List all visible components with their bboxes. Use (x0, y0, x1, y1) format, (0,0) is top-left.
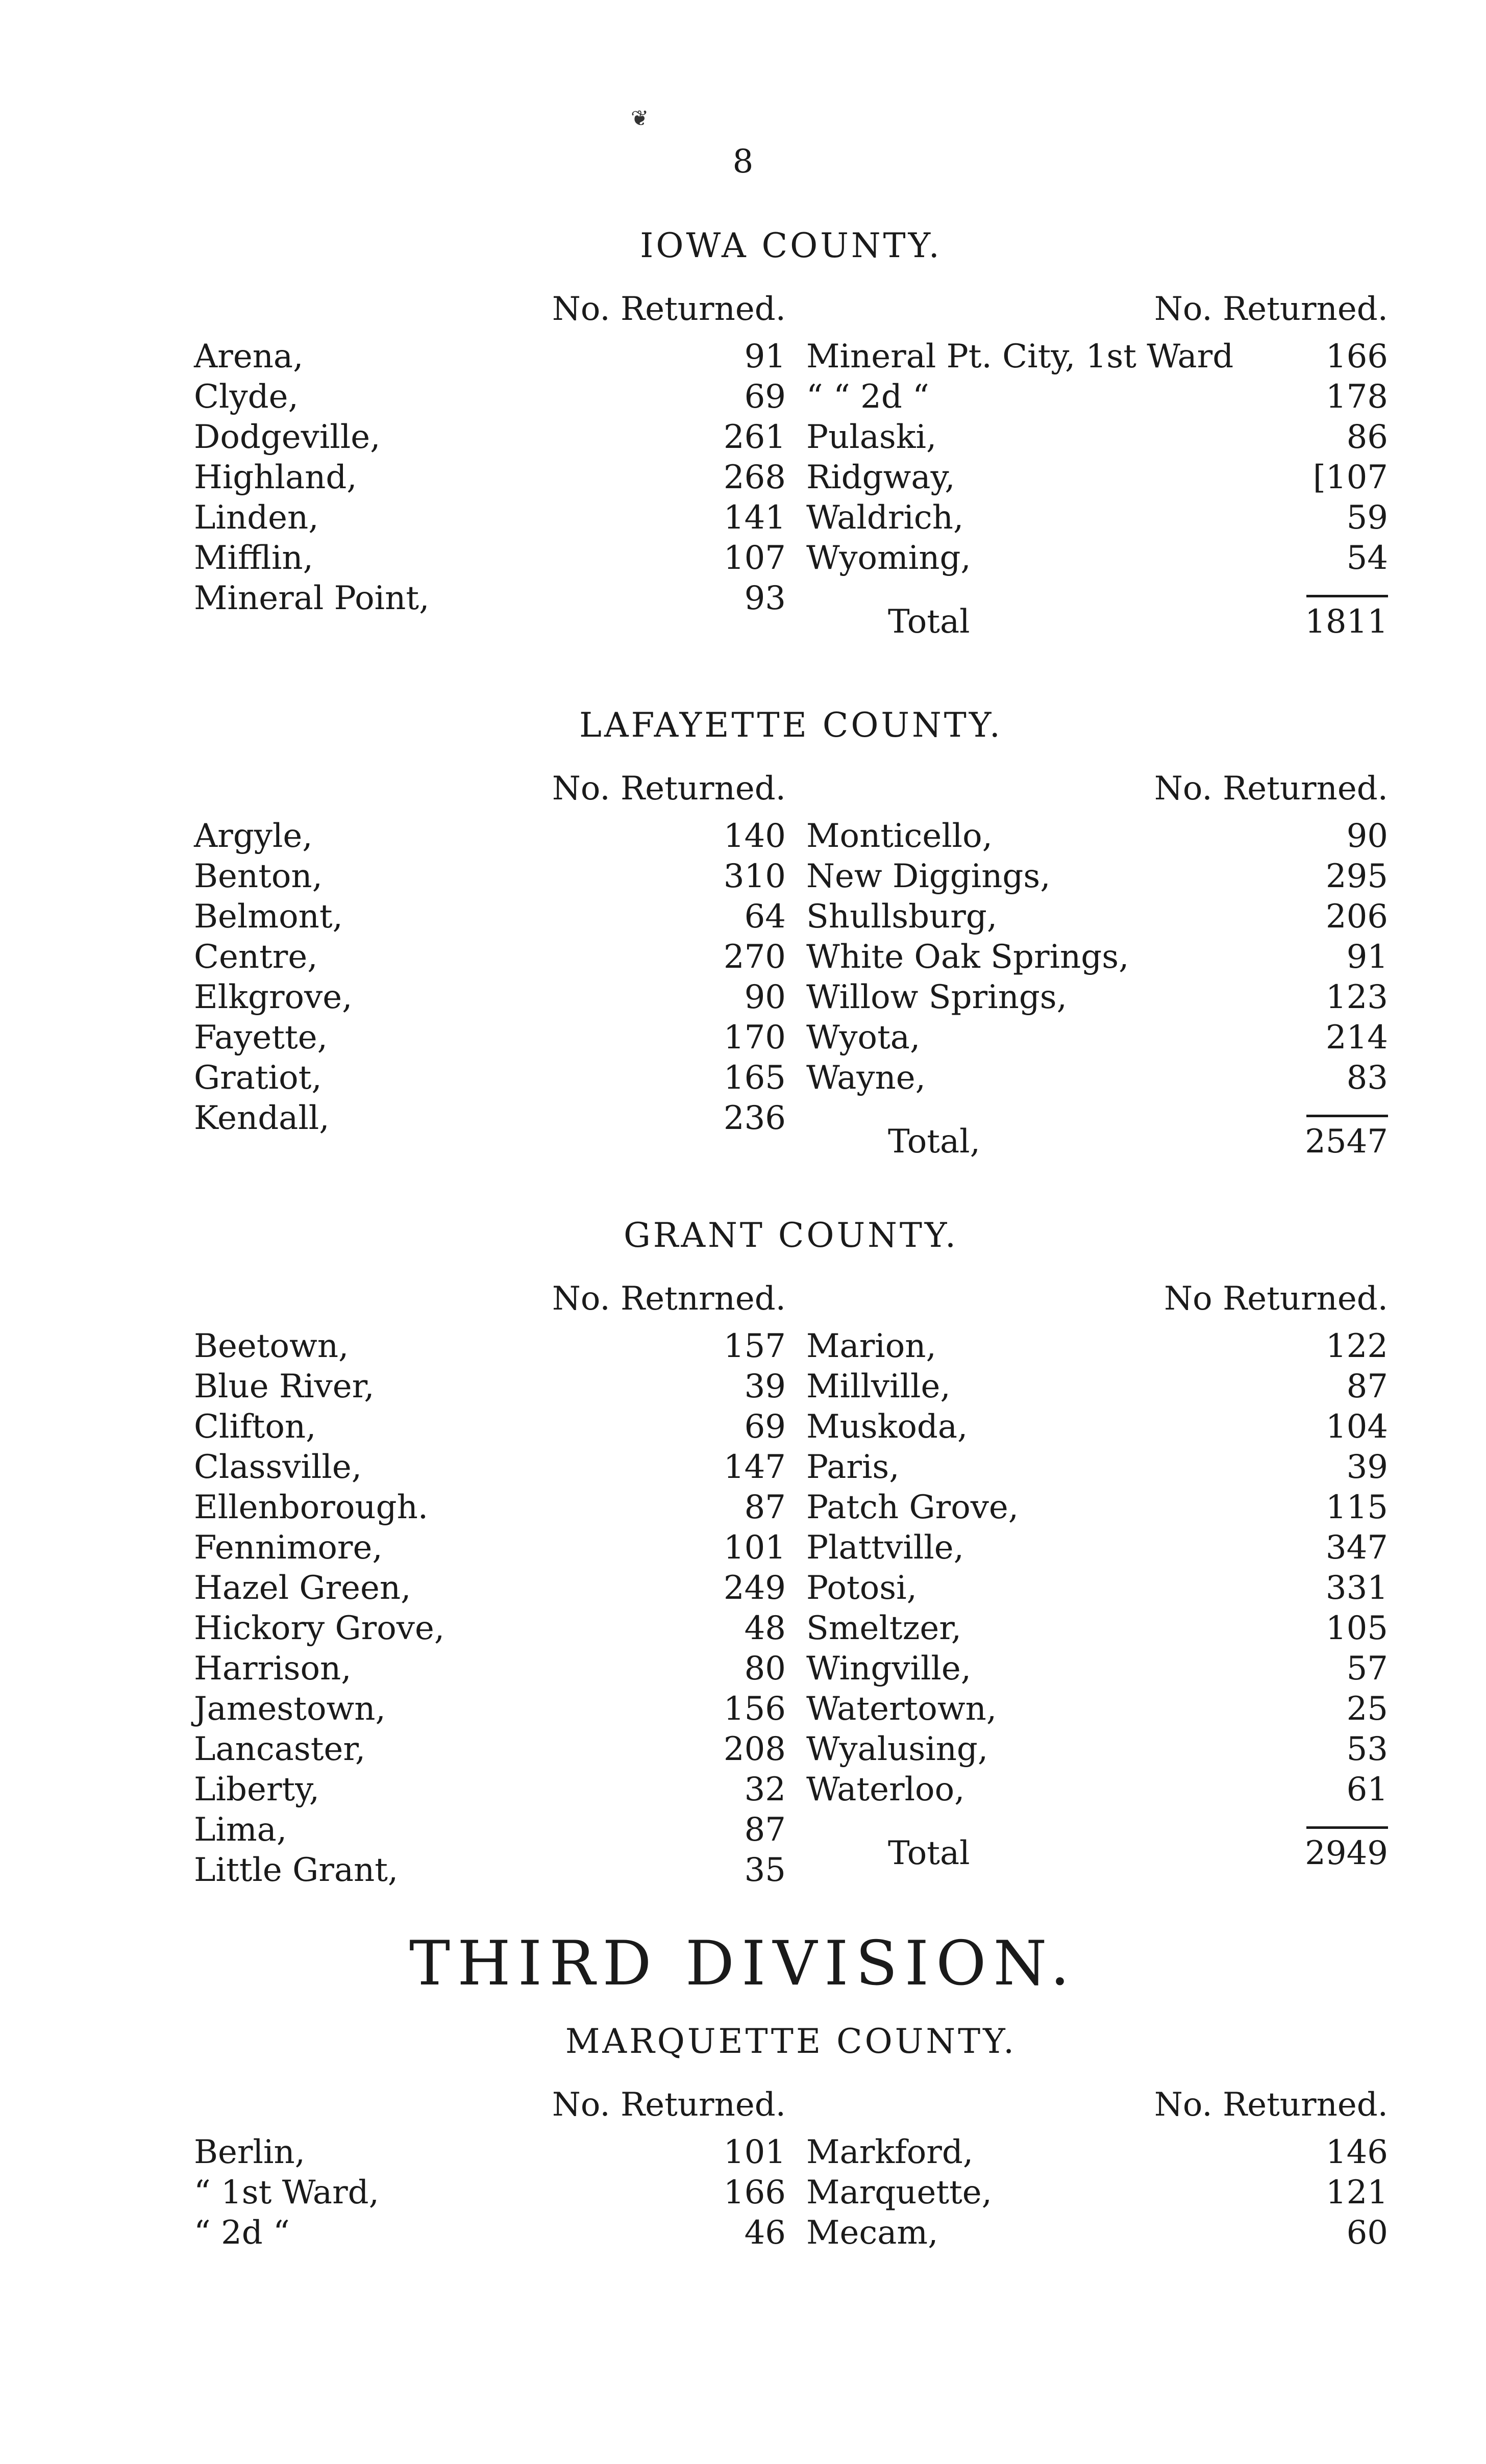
place-name: Clyde, (194, 378, 299, 416)
table-row (194, 937, 786, 977)
place-name: Dodgeville, (194, 418, 381, 456)
place-name: Fayette, (194, 1019, 328, 1057)
returned-count: 140 (723, 817, 786, 855)
returned-count: 206 (1325, 898, 1388, 936)
table-row (806, 538, 1388, 579)
row-list (194, 337, 786, 619)
place-name: Markford, (806, 2133, 974, 2171)
table-row (194, 1568, 786, 1608)
row-list (194, 1326, 786, 1891)
total-label: Total (888, 1834, 970, 1872)
row-list (194, 2132, 786, 2253)
returned-count: 122 (1325, 1327, 1388, 1365)
place-name: Clifton, (194, 1408, 316, 1446)
returned-count: 39 (1346, 1448, 1388, 1486)
place-name: Muskoda, (806, 1408, 968, 1446)
county-title: MARQUETTE COUNTY. (565, 2022, 1017, 2061)
right-column (806, 768, 1388, 1162)
row-list (806, 337, 1388, 579)
place-name: Willow Springs, (806, 978, 1067, 1016)
table-row (194, 1367, 786, 1407)
place-name: Centre, (194, 938, 318, 976)
returned-count: 270 (723, 938, 786, 976)
returned-count: 64 (744, 898, 786, 936)
returned-count: 208 (723, 1730, 786, 1768)
returned-count: 91 (1346, 938, 1388, 976)
place-name: Mecam, (806, 2214, 938, 2252)
place-name: Wingville, (806, 1650, 972, 1688)
place-name: Benton, (194, 858, 323, 895)
table-row (806, 1018, 1388, 1058)
place-name: “ “ 2d “ (806, 378, 929, 416)
returned-count: 101 (723, 1529, 786, 1567)
table-row (806, 377, 1388, 417)
table-row (194, 2132, 786, 2173)
place-name: Watertown, (806, 1690, 997, 1728)
place-name: Mineral Point, (194, 580, 430, 617)
place-name: White Oak Springs, (806, 938, 1129, 976)
table-row (806, 2132, 1388, 2173)
total-value: 1811 (1305, 603, 1388, 641)
ornament-mark: ❦ (631, 106, 649, 131)
place-name: Smeltzer, (806, 1610, 962, 1647)
returned-count: [107 (1312, 459, 1388, 496)
place-name: Elkgrove, (194, 978, 353, 1016)
table-row (806, 1689, 1388, 1729)
table-row (806, 2213, 1388, 2253)
returned-count: 87 (744, 1489, 786, 1526)
place-name: Plattville, (806, 1529, 964, 1567)
returned-count: 101 (723, 2133, 786, 2171)
returned-count: 147 (723, 1448, 786, 1486)
returned-count: 48 (744, 1610, 786, 1647)
place-name: Little Grant, (194, 1851, 399, 1889)
place-name: Mineral Pt. City, 1st Ward (806, 338, 1234, 375)
place-name: Hazel Green, (194, 1569, 411, 1607)
table-row (806, 1058, 1388, 1098)
table-row (194, 1447, 786, 1488)
place-name: Lancaster, (194, 1730, 366, 1768)
place-name: Marquette, (806, 2174, 992, 2211)
table-row (806, 1326, 1388, 1367)
table-row (194, 1770, 786, 1810)
place-name: Wyalusing, (806, 1730, 988, 1768)
place-name: Monticello, (806, 817, 993, 855)
returned-count: 90 (1346, 817, 1388, 855)
county-title: LAFAYETTE COUNTY. (579, 706, 1003, 745)
table-row (194, 2173, 786, 2213)
returned-count: 80 (744, 1650, 786, 1688)
row-list (806, 816, 1388, 1098)
place-name: Berlin, (194, 2133, 305, 2171)
grant-county-section (194, 1214, 1388, 1889)
marquette-county-section (194, 2020, 1388, 2252)
returned-count: 141 (723, 499, 786, 537)
table-row (194, 1488, 786, 1528)
left-column (194, 2084, 786, 2253)
returned-count: 86 (1346, 418, 1388, 456)
left-column (194, 768, 786, 1139)
row-list (194, 816, 786, 1139)
returned-count: 249 (723, 1569, 786, 1607)
total-label: Total (888, 603, 970, 641)
table-row (806, 897, 1388, 937)
returned-count: 35 (744, 1851, 786, 1889)
column-header: No Returned. (1164, 1280, 1388, 1318)
table-row (806, 1770, 1388, 1810)
table-row (806, 1488, 1388, 1528)
division-title: THIRD DIVISION. (409, 1928, 1077, 1999)
table-row (194, 1528, 786, 1568)
returned-count: 146 (1325, 2133, 1388, 2171)
returned-count: 115 (1325, 1489, 1388, 1526)
returned-count: 54 (1346, 539, 1388, 577)
table-row (194, 1810, 786, 1850)
place-name: Patch Grove, (806, 1489, 1019, 1526)
place-name: Wyota, (806, 1019, 921, 1057)
place-name: New Diggings, (806, 858, 1051, 895)
table-row (194, 417, 786, 458)
table-row (194, 498, 786, 538)
table-row (194, 377, 786, 417)
returned-count: 310 (723, 858, 786, 895)
returned-count: 57 (1346, 1650, 1388, 1688)
place-name: Mifflin, (194, 539, 313, 577)
place-name: Millville, (806, 1368, 951, 1405)
table-row (806, 417, 1388, 458)
table-row (806, 498, 1388, 538)
table-row (806, 1568, 1388, 1608)
returned-count: 105 (1325, 1610, 1388, 1647)
returned-count: 39 (744, 1368, 786, 1405)
table-row (194, 857, 786, 897)
place-name: Lima, (194, 1811, 287, 1849)
returned-count: 347 (1325, 1529, 1388, 1567)
returned-count: 121 (1325, 2174, 1388, 2211)
place-name: Kendall, (194, 1099, 330, 1137)
place-name: Liberty, (194, 1771, 320, 1808)
table-row (194, 579, 786, 619)
place-name: Belmont, (194, 898, 343, 936)
returned-count: 178 (1325, 378, 1388, 416)
column-header: No. Returned. (1154, 290, 1388, 328)
returned-count: 46 (744, 2214, 786, 2252)
table-row (194, 1018, 786, 1058)
column-header: No. Returned. (1154, 770, 1388, 808)
right-column (806, 2084, 1388, 2253)
table-row (806, 2173, 1388, 2213)
place-name: Argyle, (194, 817, 313, 855)
returned-count: 170 (723, 1019, 786, 1057)
place-name: Jamestown, (194, 1690, 386, 1728)
table-row (806, 857, 1388, 897)
returned-count: 91 (744, 338, 786, 375)
returned-count: 69 (744, 1408, 786, 1446)
county-title: GRANT COUNTY. (624, 1216, 958, 1255)
place-name: Waterloo, (806, 1771, 965, 1808)
column-header: No. Retnrned. (552, 1280, 786, 1318)
table-row (194, 1689, 786, 1729)
returned-count: 331 (1325, 1569, 1388, 1607)
returned-count: 83 (1346, 1059, 1388, 1097)
lafayette-county-section (194, 704, 1388, 1161)
county-title: IOWA COUNTY. (640, 226, 942, 265)
place-name: Beetown, (194, 1327, 349, 1365)
returned-count: 123 (1325, 978, 1388, 1016)
returned-count: 166 (1325, 338, 1388, 375)
returned-count: 59 (1346, 499, 1388, 537)
table-row (806, 337, 1388, 377)
place-name: Marion, (806, 1327, 936, 1365)
place-name: Linden, (194, 499, 319, 537)
right-column (806, 289, 1388, 642)
place-name: Waldrich, (806, 499, 964, 537)
returned-count: 166 (723, 2174, 786, 2211)
table-row (806, 1447, 1388, 1488)
returned-count: 90 (744, 978, 786, 1016)
returned-count: 165 (723, 1059, 786, 1097)
table-row (194, 2213, 786, 2253)
place-name: Wayne, (806, 1059, 926, 1097)
table-row (194, 1058, 786, 1098)
place-name: Fennimore, (194, 1529, 383, 1567)
table-row (806, 1367, 1388, 1407)
place-name: “ 2d “ (194, 2214, 290, 2252)
left-column (194, 289, 786, 619)
column-header: No. Returned. (552, 770, 786, 808)
table-row (194, 458, 786, 498)
place-name: Wyoming, (806, 539, 971, 577)
place-name: Pulaski, (806, 418, 937, 456)
table-row (194, 1098, 786, 1139)
row-list (806, 1326, 1388, 1810)
returned-count: 214 (1325, 1019, 1388, 1057)
place-name: Ellenborough. (194, 1489, 429, 1526)
returned-count: 61 (1346, 1771, 1388, 1808)
place-name: Harrison, (194, 1650, 352, 1688)
total-rule (1306, 1115, 1388, 1117)
place-name: Ridgway, (806, 459, 955, 496)
total-rule (1306, 1826, 1388, 1829)
table-row (806, 1649, 1388, 1689)
table-row (806, 1407, 1388, 1447)
returned-count: 60 (1346, 2214, 1388, 2252)
returned-count: 87 (1346, 1368, 1388, 1405)
returned-count: 268 (723, 459, 786, 496)
returned-count: 295 (1325, 858, 1388, 895)
table-row (194, 816, 786, 857)
table-row (194, 337, 786, 377)
table-row (194, 1608, 786, 1649)
place-name: Gratiot, (194, 1059, 322, 1097)
table-row (806, 977, 1388, 1018)
returned-count: 87 (744, 1811, 786, 1849)
place-name: Potosi, (806, 1569, 917, 1607)
column-header: No. Returned. (1154, 2086, 1388, 2124)
total-label: Total, (888, 1123, 980, 1161)
returned-count: 104 (1325, 1408, 1388, 1446)
table-row (806, 816, 1388, 857)
table-row (194, 1850, 786, 1891)
row-list (806, 2132, 1388, 2253)
place-name: “ 1st Ward, (194, 2174, 379, 2211)
returned-count: 157 (723, 1327, 786, 1365)
place-name: Classville, (194, 1448, 362, 1486)
table-row (194, 897, 786, 937)
column-header: No. Returned. (552, 2086, 786, 2124)
place-name: Highland, (194, 459, 357, 496)
place-name: Shullsburg, (806, 898, 998, 936)
returned-count: 156 (723, 1690, 786, 1728)
total-value: 2949 (1305, 1834, 1388, 1872)
total-rule (1306, 595, 1388, 597)
table-row (806, 458, 1388, 498)
place-name: Paris, (806, 1448, 900, 1486)
place-name: Arena, (194, 338, 304, 375)
total-row (806, 1833, 1388, 1874)
table-row (194, 1649, 786, 1689)
returned-count: 236 (723, 1099, 786, 1137)
left-column (194, 1278, 786, 1891)
table-row (194, 977, 786, 1018)
table-row (194, 1326, 786, 1367)
table-row (194, 538, 786, 579)
returned-count: 69 (744, 378, 786, 416)
total-value: 2547 (1305, 1123, 1388, 1161)
column-header: No. Returned. (552, 290, 786, 328)
returned-count: 53 (1346, 1730, 1388, 1768)
table-row (806, 1729, 1388, 1770)
page-number: 8 (732, 143, 754, 181)
right-column (806, 1278, 1388, 1874)
place-name: Blue River, (194, 1368, 375, 1405)
table-row (194, 1407, 786, 1447)
total-row (806, 601, 1388, 642)
iowa-county-section (194, 224, 1388, 641)
table-row (806, 1528, 1388, 1568)
place-name: Hickory Grove, (194, 1610, 445, 1647)
returned-count: 261 (723, 418, 786, 456)
total-row (806, 1121, 1388, 1162)
table-row (194, 1729, 786, 1770)
table-row (806, 1608, 1388, 1649)
returned-count: 93 (744, 580, 786, 617)
returned-count: 107 (723, 539, 786, 577)
returned-count: 32 (744, 1771, 786, 1808)
returned-count: 25 (1346, 1690, 1388, 1728)
table-row (806, 937, 1388, 977)
